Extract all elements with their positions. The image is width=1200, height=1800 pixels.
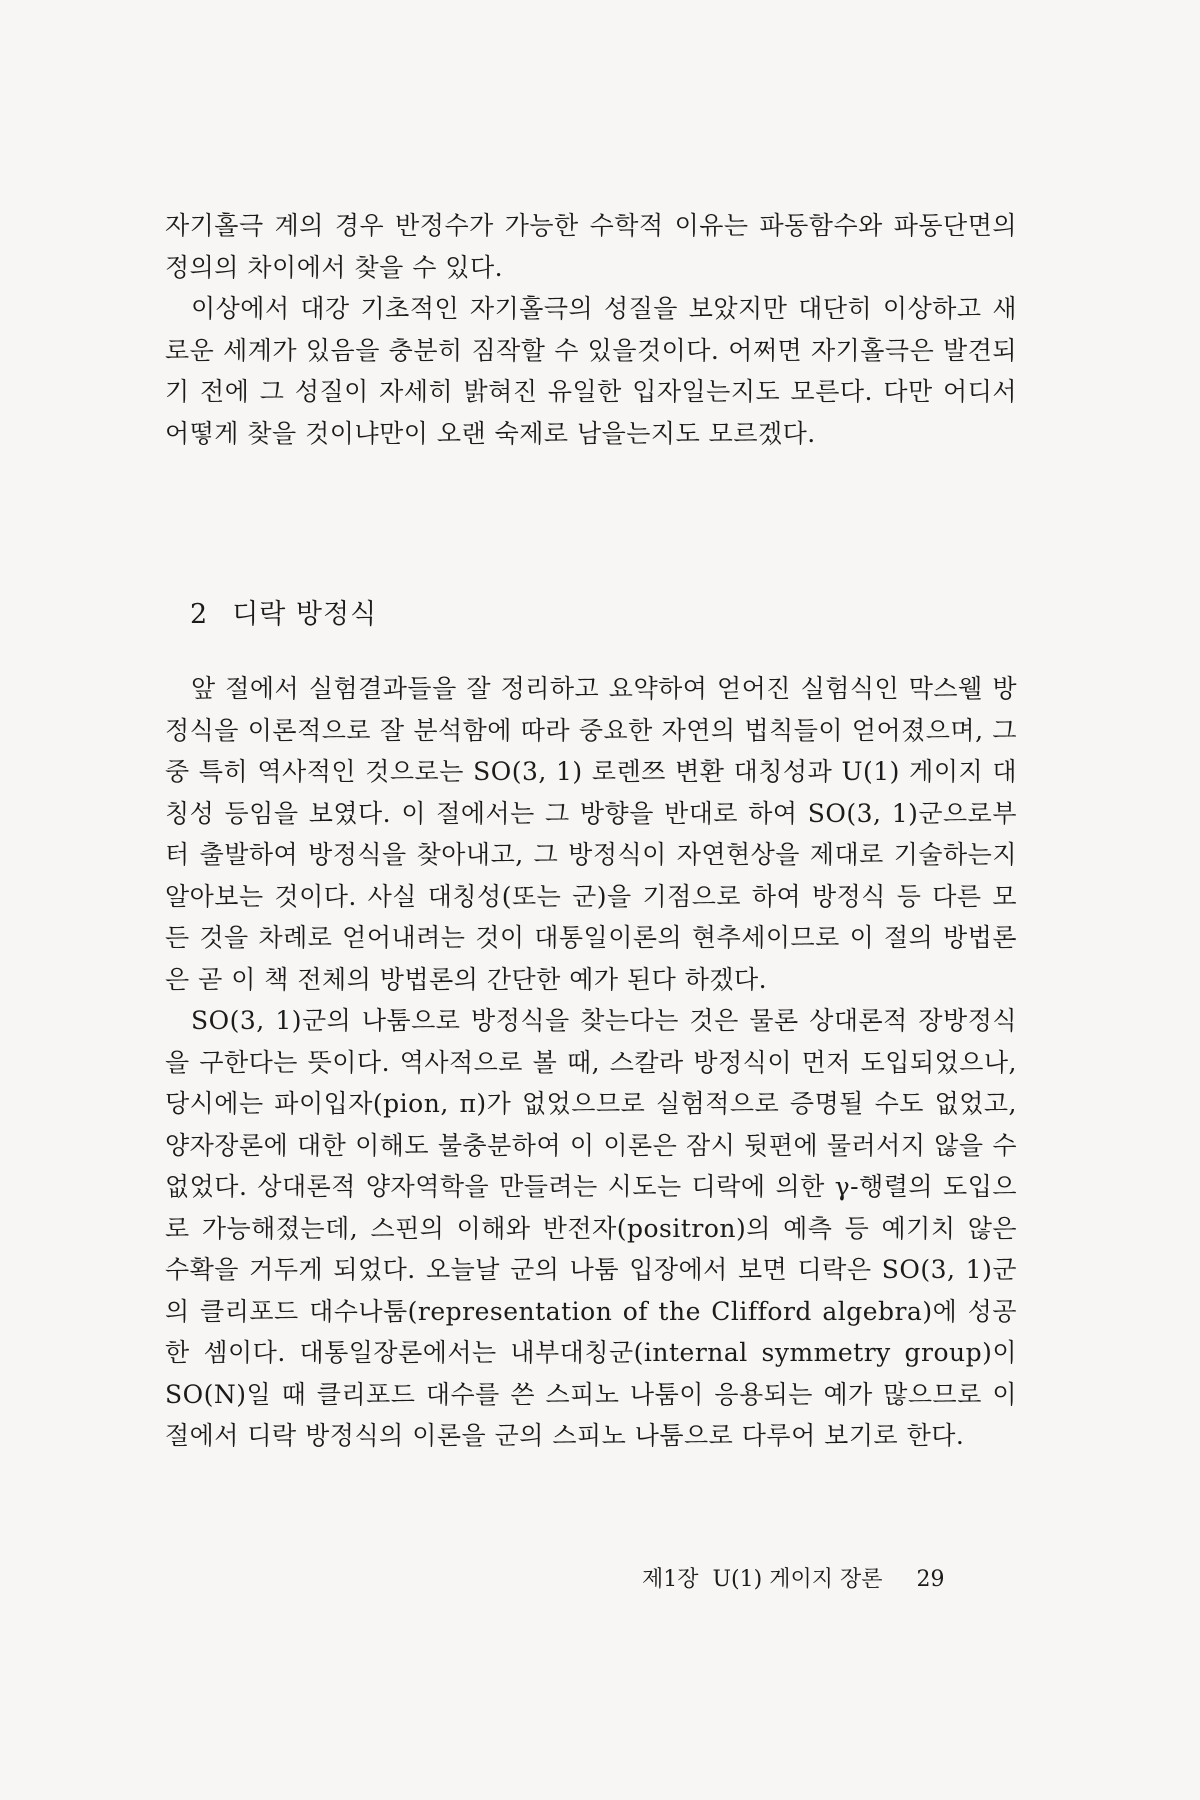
page-footer bbox=[642, 1562, 944, 1593]
footer-chapter-title: U(1) 게이지 장론 bbox=[712, 1567, 883, 1592]
footer-chapter: 제1장 bbox=[642, 1567, 699, 1592]
section-body bbox=[165, 668, 1017, 1457]
section-title: 디락 방정식 bbox=[232, 599, 378, 630]
intro-paragraph-1: 자기홀극 계의 경우 반정수가 가능한 수학적 이유는 파동함수와 파동단면의 정의의 차이에서 찾을 수 있다. bbox=[165, 211, 1017, 282]
section-heading bbox=[190, 592, 377, 631]
intro-text bbox=[165, 205, 1017, 454]
section-number: 2 bbox=[190, 599, 209, 630]
page-number: 29 bbox=[916, 1567, 945, 1592]
intro-paragraph-2: 이상에서 대강 기초적인 자기홀극의 성질을 보았지만 대단히 이상하고 새로운 세계가 있음을 충분히 짐작할 수 있을것이다. 어쩌면 자기홀극은 발견되기 전에 그 성질이 자세히 밝혀진 유일한 입자일는지도 모른다. 다만 어디서 어떻게 찾을 것이냐만이 오랜 숙제로 남을는지도 모르겠다. bbox=[165, 294, 1017, 448]
section-paragraph-2: SO(3, 1)군의 나툼으로 방정식을 찾는다는 것은 물론 상대론적 장방정식을 구한다는 뜻이다. 역사적으로 볼 때, 스칼라 방정식이 먼저 도입되었으나, 당시에는 파이입자(pion, π)가 없었으므로 실험적으로 증명될 수도 없었고, 양자장론에 대한 이해도 불충분하여 이 이론은 잠시 뒷편에 물러서지 않을 수 없었다. 상대론적 양자역학을 만들려는 시도는 디락에 의한 γ-행렬의 도입으로 가능해졌는데, 스핀의 이해와 반전자(positron)의 예측 등 예기치 않은 수확을 거두게 되었다. 오늘날 군의 나툼 입장에서 보면 디락은 SO(3, 1)군의 클리포드 대수나툼(representation of the Clifford algebra)에 성공한 셈이다. 대통일장론에서는 내부대칭군(internal symmetry group)이 SO(N)일 때 클리포드 대수를 쓴 스피노 나툼이 응용되는 예가 많으므로 이 절에서 디락 방정식의 이론을 군의 스피노 나툼으로 다루어 보기로 한다. bbox=[165, 1006, 1017, 1450]
section-paragraph-1: 앞 절에서 실험결과들을 잘 정리하고 요약하여 얻어진 실험식인 막스웰 방정식을 이론적으로 잘 분석함에 따라 중요한 자연의 법칙들이 얻어졌으며, 그 중 특히 역사적인 것으로는 SO(3, 1) 로렌쯔 변환 대칭성과 U(1) 게이지 대칭성 등임을 보였다. 이 절에서는 그 방향을 반대로 하여 SO(3, 1)군으로부터 출발하여 방정식을 찾아내고, 그 방정식이 자연현상을 제대로 기술하는지 알아보는 것이다. 사실 대칭성(또는 군)을 기점으로 하여 방정식 등 다른 모든 것을 차례로 얻어내려는 것이 대통일이론의 현추세이므로 이 절의 방법론은 곧 이 책 전체의 방법론의 간단한 예가 된다 하겠다. bbox=[165, 674, 1017, 994]
